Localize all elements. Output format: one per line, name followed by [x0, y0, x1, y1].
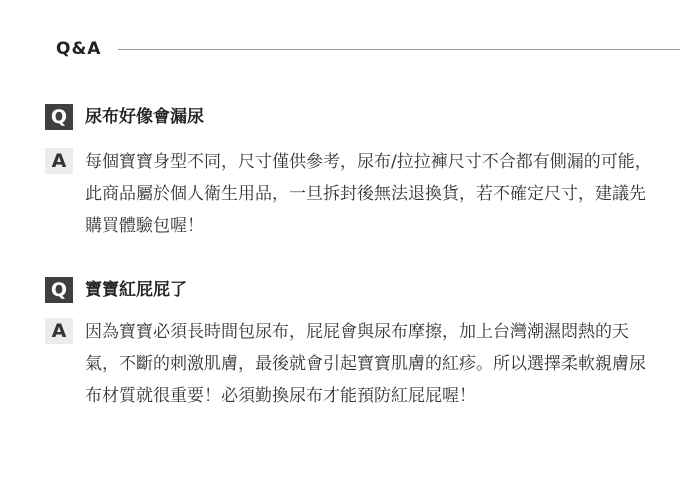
answer-row [45, 316, 665, 412]
qa-section-title: Q&A [56, 39, 102, 59]
answer-text: 每個寶寶身型不同，尺寸僅供參考，尿布/拉拉褲尺寸不合都有側漏的可能，此商品屬於個人衛生用品，一旦拆封後無法退換貨，若不確定尺寸，建議先購買體驗包喔！ [85, 152, 652, 236]
qa-item [45, 104, 665, 242]
question-row [45, 277, 665, 303]
a-badge: A [45, 318, 73, 344]
header-divider [118, 49, 680, 50]
qa-item [45, 277, 665, 412]
question-text: 尿布好像會漏尿 [85, 107, 204, 127]
answer-row [45, 146, 665, 242]
answer-text: 因為寶寶必須長時間包尿布，屁屁會與尿布摩擦，加上台灣潮濕悶熱的天氣，不斷的刺激肌膚，最後就會引起寶寶肌膚的紅疹。所以選擇柔軟親膚尿布材質就很重要！必須勤換尿布才能預防紅屁屁喔！ [85, 322, 646, 406]
qa-header [56, 38, 680, 60]
a-badge: A [45, 148, 73, 174]
question-row [45, 104, 665, 130]
q-badge: Q [45, 277, 73, 303]
q-badge: Q [45, 104, 73, 130]
question-text: 寶寶紅屁屁了 [85, 280, 187, 300]
